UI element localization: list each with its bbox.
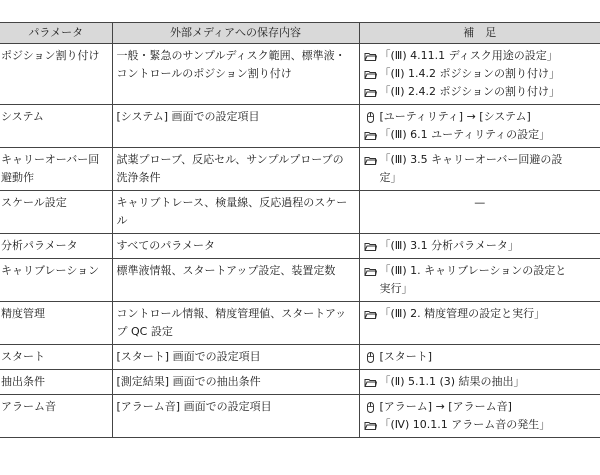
- reference-text: [ユーティリティ] → [システム]: [379, 110, 531, 123]
- saved-content-cell: 試薬プローブ、反応セル、サンプルプローブの洗浄条件: [112, 148, 359, 191]
- reference-text: 「(Ⅳ) 10.1.1 アラーム音の発生」: [379, 418, 551, 431]
- table-header-row: [0, 23, 600, 44]
- reference-text: 「(Ⅲ) 3.1 分析パラメータ」: [379, 239, 519, 252]
- notes-cell: [359, 191, 600, 234]
- saved-content-cell: 一般・緊急のサンプルディスク範囲、標準液・コントロールのポジション割り付け: [112, 44, 359, 105]
- reference-text: 「(Ⅱ) 2.4.2 ポジションの割り付け」: [379, 85, 560, 98]
- table-row: [0, 44, 600, 105]
- manual-reference[interactable]: [364, 237, 597, 255]
- notes-cell: [359, 105, 600, 148]
- manual-reference[interactable]: [364, 47, 597, 65]
- reference-text-continued: 実行」: [379, 282, 413, 295]
- table-row: [0, 370, 600, 395]
- saved-content-cell: キャリブトレース、検量線、反応過程のスケール: [112, 191, 359, 234]
- book-icon: [364, 416, 380, 434]
- table-row: [0, 191, 600, 234]
- book-icon: [364, 262, 380, 280]
- manual-reference[interactable]: [364, 65, 597, 83]
- notes-cell: [359, 345, 600, 370]
- notes-cell: [359, 302, 600, 345]
- manual-reference[interactable]: [364, 108, 597, 126]
- parameter-cell: 抽出条件: [0, 370, 112, 395]
- reference-text: 「(Ⅱ) 1.4.2 ポジションの割り付け」: [379, 67, 560, 80]
- mouse-icon: [364, 108, 380, 126]
- saved-content-cell: コントロール情報、精度管理値、スタートアップ QC 設定: [112, 302, 359, 345]
- book-icon: [364, 373, 380, 391]
- book-icon: [364, 83, 380, 101]
- reference-text: 「(Ⅲ) 3.5 キャリーオーバー回避の設: [379, 153, 563, 166]
- mouse-icon: [364, 398, 380, 416]
- header-parameter: パラメータ: [0, 23, 112, 44]
- parameter-table: [0, 22, 600, 438]
- parameter-cell: 精度管理: [0, 302, 112, 345]
- notes-cell: [359, 234, 600, 259]
- book-icon: [364, 65, 380, 83]
- table-row: [0, 105, 600, 148]
- mouse-icon: [364, 348, 380, 366]
- parameter-cell: アラーム音: [0, 395, 112, 438]
- notes-cell: [359, 395, 600, 438]
- table-row: [0, 234, 600, 259]
- parameter-cell: キャリーオーバー回避動作: [0, 148, 112, 191]
- saved-content-cell: [測定結果] 画面での抽出条件: [112, 370, 359, 395]
- parameter-cell: スタート: [0, 345, 112, 370]
- parameter-cell: 分析パラメータ: [0, 234, 112, 259]
- book-icon: [364, 47, 380, 65]
- notes-cell: [359, 44, 600, 105]
- reference-text: 「(Ⅲ) 2. 精度管理の設定と実行」: [379, 307, 546, 320]
- table-row: [0, 395, 600, 438]
- parameter-cell: スケール設定: [0, 191, 112, 234]
- reference-text-continued: 定」: [379, 171, 402, 184]
- manual-reference[interactable]: [364, 126, 597, 144]
- parameter-cell: ポジション割り付け: [0, 44, 112, 105]
- manual-reference[interactable]: [364, 151, 597, 169]
- notes-cell: [359, 148, 600, 191]
- book-icon: [364, 151, 380, 169]
- manual-reference[interactable]: [364, 416, 597, 434]
- saved-content-cell: [システム] 画面での設定項目: [112, 105, 359, 148]
- saved-content-cell: [スタート] 画面での設定項目: [112, 345, 359, 370]
- notes-cell: [359, 370, 600, 395]
- no-note-dash: —: [474, 196, 486, 209]
- manual-reference[interactable]: [364, 398, 597, 416]
- saved-content-cell: 標準液情報、スタートアップ設定、装置定数: [112, 259, 359, 302]
- table-row: [0, 302, 600, 345]
- manual-reference[interactable]: [364, 373, 597, 391]
- reference-text: [アラーム] → [アラーム音]: [379, 400, 512, 413]
- manual-reference[interactable]: [364, 262, 597, 280]
- table-row: [0, 259, 600, 302]
- reference-text: 「(Ⅱ) 5.1.1 (3) 結果の抽出」: [379, 375, 525, 388]
- header-notes: 補 足: [359, 23, 600, 44]
- saved-content-cell: すべてのパラメータ: [112, 234, 359, 259]
- book-icon: [364, 126, 380, 144]
- table-row: [0, 345, 600, 370]
- reference-text: 「(Ⅲ) 6.1 ユーティリティの設定」: [379, 128, 551, 141]
- reference-text: [スタート]: [379, 350, 433, 363]
- manual-reference[interactable]: [364, 348, 597, 366]
- header-saved-content: 外部メディアへの保存内容: [112, 23, 359, 44]
- reference-text: 「(Ⅲ) 4.11.1 ディスク用途の設定」: [379, 49, 558, 62]
- manual-reference[interactable]: [364, 305, 597, 323]
- book-icon: [364, 305, 380, 323]
- notes-cell: [359, 259, 600, 302]
- parameter-cell: システム: [0, 105, 112, 148]
- saved-content-cell: [アラーム音] 画面での設定項目: [112, 395, 359, 438]
- reference-text: 「(Ⅲ) 1. キャリブレーションの設定と: [379, 264, 567, 277]
- book-icon: [364, 237, 380, 255]
- table-row: [0, 148, 600, 191]
- manual-reference[interactable]: [364, 83, 597, 101]
- parameter-cell: キャリブレーション: [0, 259, 112, 302]
